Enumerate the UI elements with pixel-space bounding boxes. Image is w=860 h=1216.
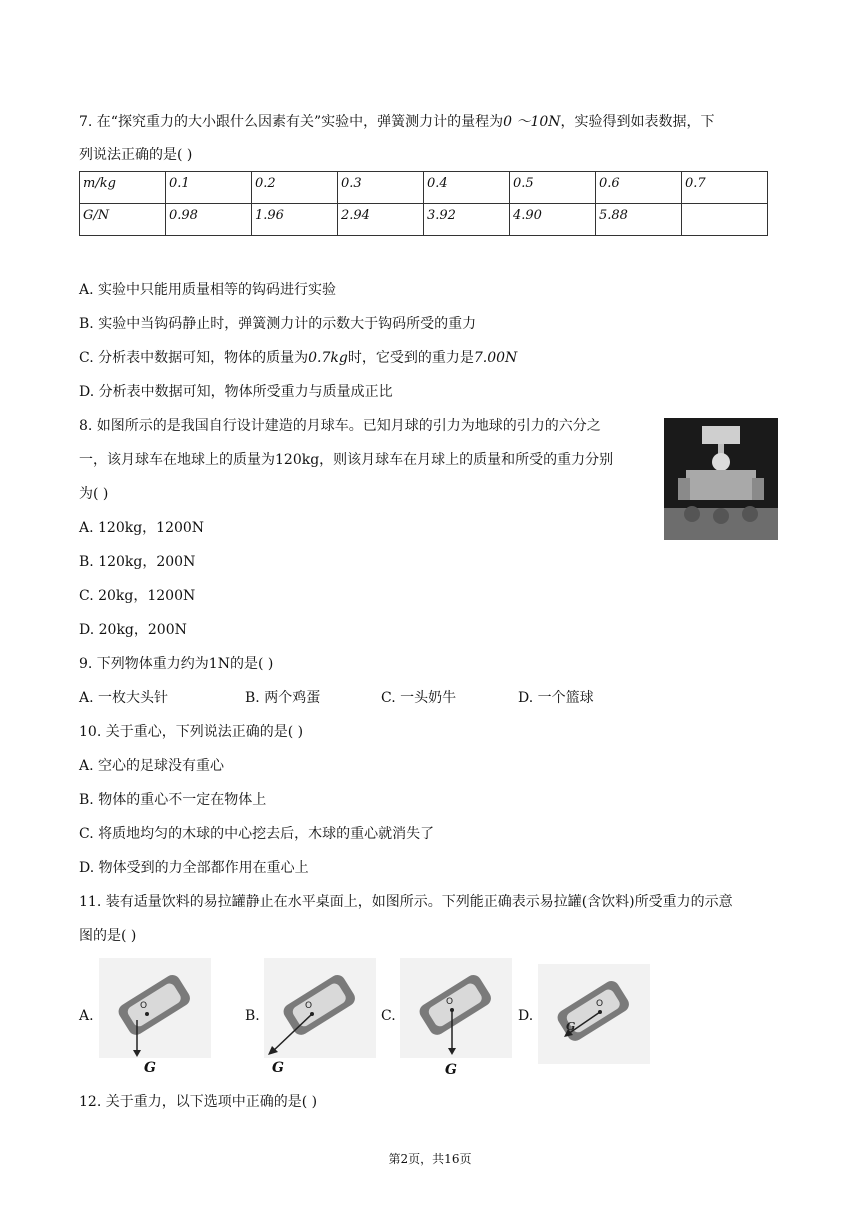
q11-option-d-label: D. <box>518 1008 534 1024</box>
table-cell: 3.92 <box>424 204 510 236</box>
q7-option-c <box>79 348 517 368</box>
table-cell: 4.90 <box>510 204 596 236</box>
q7-stem-line1 <box>79 112 715 132</box>
q7-option-a: A. 实验中只能用质量相等的钩码进行实验 <box>79 282 337 298</box>
q7-option-c-text-b: 时，它受到的重力是 <box>347 350 474 366</box>
table-cell: 0.3 <box>338 172 424 204</box>
can-diagram-a <box>99 958 211 1058</box>
q11-option-b-image <box>264 958 376 1058</box>
center-of-gravity-label: O <box>596 999 604 1009</box>
table-cell: 1.96 <box>252 204 338 236</box>
q7-range: 0 ～10N <box>503 114 561 130</box>
center-of-gravity-label: O <box>305 1001 313 1011</box>
q7-data-table <box>79 171 768 236</box>
q8-stem-line3: 为( ) <box>79 486 109 502</box>
table-cell: 0.7 <box>682 172 768 204</box>
can-diagram-b <box>264 958 376 1058</box>
table-cell: 0.2 <box>252 172 338 204</box>
q8-option-c: C. 20kg，1200N <box>79 588 196 604</box>
table-cell: 0.6 <box>596 172 682 204</box>
q7-option-b: B. 实验中当钩码静止时，弹簧测力计的示数大于钩码所受的重力 <box>79 316 477 332</box>
q10-option-b: B. 物体的重心不一定在物体上 <box>79 792 267 808</box>
lunar-rover-image <box>664 418 778 540</box>
q7-option-c-weight: 7.00N <box>473 350 518 366</box>
q12-stem: 12. 关于重力，以下选项中正确的是( ) <box>79 1094 318 1110</box>
q9-option-c: C. 一头奶牛 <box>381 690 457 706</box>
center-of-gravity-label: O <box>446 997 454 1007</box>
q9-option-a: A. 一枚大头针 <box>79 690 169 706</box>
table-cell: 2.94 <box>338 204 424 236</box>
q11-option-c-label: C. <box>381 1008 396 1024</box>
q7-option-d: D. 分析表中数据可知，物体所受重力与质量成正比 <box>79 384 393 400</box>
can-diagram-d <box>538 964 650 1064</box>
q11-option-b-force-label: G <box>272 1060 284 1076</box>
lunar-rover-illustration <box>664 418 778 540</box>
table-cell: 0.4 <box>424 172 510 204</box>
q10-option-c: C. 将质地均匀的木球的中心挖去后，木球的重心就消失了 <box>79 826 435 842</box>
q10-option-a: A. 空心的足球没有重心 <box>79 758 225 774</box>
q10-stem: 10. 关于重心，下列说法正确的是( ) <box>79 724 304 740</box>
table-cell: m/kg <box>80 172 166 204</box>
table-cell: 0.98 <box>166 204 252 236</box>
q8-option-b: B. 120kg，200N <box>79 554 196 570</box>
page-number-footer: 第2页，共16页 <box>388 1152 472 1166</box>
q7-stem-line2: 列说法正确的是( ) <box>79 147 193 163</box>
q11-option-b-label: B. <box>245 1008 260 1024</box>
q11-option-c-force-label: G <box>445 1062 457 1078</box>
q7-option-c-text-a: C. 分析表中数据可知，物体的质量为 <box>79 350 309 366</box>
table-cell <box>682 204 768 236</box>
center-of-gravity-label: O <box>140 1001 148 1011</box>
q7-stem-text-a: 7. 在“探究重力的大小跟什么因素有关”实验中，弹簧测力计的量程为 <box>79 114 504 130</box>
table-cell: 0.5 <box>510 172 596 204</box>
q7-stem-text-b: ，实验得到如表数据，下 <box>560 114 715 130</box>
q8-option-a: A. 120kg，1200N <box>79 520 205 536</box>
q7-option-c-mass: 0.7kg <box>308 350 348 366</box>
q9-option-d: D. 一个篮球 <box>518 690 594 706</box>
q8-option-d: D. 20kg，200N <box>79 622 187 638</box>
q11-option-d-force-label: G <box>566 1020 576 1033</box>
q11-stem-line2: 图的是( ) <box>79 928 137 944</box>
table-cell: 5.88 <box>596 204 682 236</box>
table-cell: 0.1 <box>166 172 252 204</box>
q11-option-a-label: A. <box>79 1008 94 1024</box>
q11-option-d-image <box>538 964 650 1064</box>
can-diagram-c <box>400 958 512 1058</box>
table-row-weight <box>80 204 768 236</box>
q10-option-d: D. 物体受到的力全部都作用在重心上 <box>79 860 309 876</box>
q9-stem: 9. 下列物体重力约为1N的是( ) <box>79 656 274 672</box>
table-cell: G/N <box>80 204 166 236</box>
q8-stem-line1: 8. 如图所示的是我国自行设计建造的月球车。已知月球的引力为地球的引力的六分之 <box>79 418 601 434</box>
q11-option-a-image <box>99 958 211 1058</box>
q11-option-c-image <box>400 958 512 1058</box>
q8-stem-line2: 一，该月球车在地球上的质量为120kg，则该月球车在月球上的质量和所受的重力分别 <box>79 452 614 468</box>
q11-option-a-force-label: G <box>144 1060 156 1076</box>
q9-option-b: B. 两个鸡蛋 <box>245 690 321 706</box>
q11-stem-line1: 11. 装有适量饮料的易拉罐静止在水平桌面上，如图所示。下列能正确表示易拉罐(含饮料)所受重力的示意 <box>79 894 733 910</box>
table-row-mass <box>80 172 768 204</box>
